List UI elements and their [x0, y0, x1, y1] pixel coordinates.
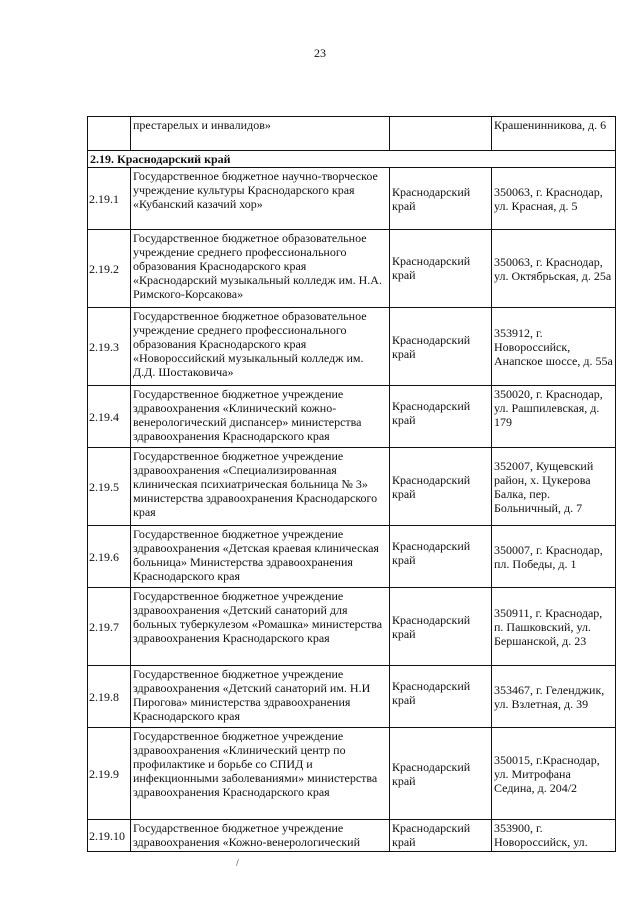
address-cell: 350911, г. Краснодар, п. Пашковский, ул. Бершанской, д. 23	[492, 588, 616, 666]
row-number-cell: 2.19.4	[88, 386, 131, 448]
stray-mark: /	[236, 858, 239, 869]
registry-table-body	[88, 117, 616, 852]
address-cell: 350063, г. Краснодар, ул. Октябрьская, д. 25а	[492, 230, 616, 308]
region-cell: Краснодарский край	[390, 230, 492, 308]
organization-name-cell: Государственное бюджетное научно-творческое учреждение культуры Краснодарского края «Кубанский казачий хор»	[131, 168, 390, 230]
address-cell: 353900, г. Новороссийск, ул.	[492, 820, 616, 852]
row-number-cell: 2.19.9	[88, 728, 131, 820]
organization-name-cell: Государственное бюджетное учреждение здравоохранения «Клинический кожно-венерологический диспансер» министерства здравоохранения Краснодарского края	[131, 386, 390, 448]
address-cell: 350015, г.Краснодар, ул. Митрофана Седина, д. 204/2	[492, 728, 616, 820]
address-cell: 350063, г. Краснодар, ул. Красная, д. 5	[492, 168, 616, 230]
row-number-cell: 2.19.8	[88, 666, 131, 728]
organization-name-cell: престарелых и инвалидов»	[131, 117, 390, 151]
table-row	[88, 588, 616, 666]
row-number-cell: 2.19.7	[88, 588, 131, 666]
region-cell: Краснодарский край	[390, 448, 492, 526]
table-row-continued	[88, 117, 616, 151]
address-cell: 353467, г. Геленджик, ул. Взлетная, д. 39	[492, 666, 616, 728]
row-number-cell	[88, 117, 131, 151]
organization-name-cell: Государственное бюджетное учреждение здравоохранения «Кожно-венерологический	[131, 820, 390, 852]
table-row	[88, 728, 616, 820]
row-number-cell: 2.19.10	[88, 820, 131, 852]
organization-name-cell: Государственное бюджетное образовательное учреждение среднего профессионального образования Краснодарского края «Новороссийский музыкальный колледж им. Д.Д. Шостаковича»	[131, 308, 390, 386]
row-number-cell: 2.19.1	[88, 168, 131, 230]
organization-name-cell: Государственное бюджетное учреждение здравоохранения «Детская краевая клиническая больница» Министерства здравоохранения Краснодарского края	[131, 526, 390, 588]
table-row	[88, 230, 616, 308]
section-title: 2.19. Краснодарский край	[88, 151, 616, 168]
section-row	[88, 151, 616, 168]
region-cell: Краснодарский край	[390, 820, 492, 852]
table-row	[88, 526, 616, 588]
region-cell	[390, 117, 492, 151]
address-cell: 353912, г. Новороссийск, Анапское шоссе, д. 55а	[492, 308, 616, 386]
region-cell: Краснодарский край	[390, 666, 492, 728]
region-cell: Краснодарский край	[390, 168, 492, 230]
organization-name-cell: Государственное бюджетное учреждение здравоохранения «Детский санаторий для больных туберкулезом «Ромашка» министерства здравоохранения Краснодарского края	[131, 588, 390, 666]
region-cell: Краснодарский край	[390, 526, 492, 588]
table-row	[88, 448, 616, 526]
table-row	[88, 168, 616, 230]
address-cell: Крашенинникова, д. 6	[492, 117, 616, 151]
row-number-cell: 2.19.6	[88, 526, 131, 588]
address-cell: 350007, г. Краснодар, пл. Победы, д. 1	[492, 526, 616, 588]
row-number-cell: 2.19.3	[88, 308, 131, 386]
table-row	[88, 820, 616, 852]
table-row	[88, 386, 616, 448]
registry-table	[87, 116, 616, 852]
address-cell: 350020, г. Краснодар, ул. Рашпилевская, д. 179	[492, 386, 616, 448]
organization-name-cell: Государственное бюджетное учреждение здравоохранения «Клинический центр по профилактике и борьбе со СПИД и инфекционными заболеваниями» министерства здравоохранения Краснодарского края	[131, 728, 390, 820]
address-cell: 352007, Кущевский район, х. Цукерова Балка, пер. Больничный, д. 7	[492, 448, 616, 526]
page-number: 23	[314, 46, 326, 60]
organization-name-cell: Государственное бюджетное учреждение здравоохранения «Специализированная клиническая психиатрическая больница № 3» министерства здравоохранения Краснодарского края	[131, 448, 390, 526]
row-number-cell: 2.19.5	[88, 448, 131, 526]
region-cell: Краснодарский край	[390, 308, 492, 386]
region-cell: Краснодарский край	[390, 588, 492, 666]
table-row	[88, 666, 616, 728]
table-row	[88, 308, 616, 386]
region-cell: Краснодарский край	[390, 386, 492, 448]
row-number-cell: 2.19.2	[88, 230, 131, 308]
region-cell: Краснодарский край	[390, 728, 492, 820]
organization-name-cell: Государственное бюджетное образовательное учреждение среднего профессионального образования Краснодарского края «Краснодарский музыкальный колледж им. Н.А. Римского-Корсакова»	[131, 230, 390, 308]
organization-name-cell: Государственное бюджетное учреждение здравоохранения «Детский санаторий им. Н.И Пирогова» министерства здравоохранения Краснодарского края	[131, 666, 390, 728]
